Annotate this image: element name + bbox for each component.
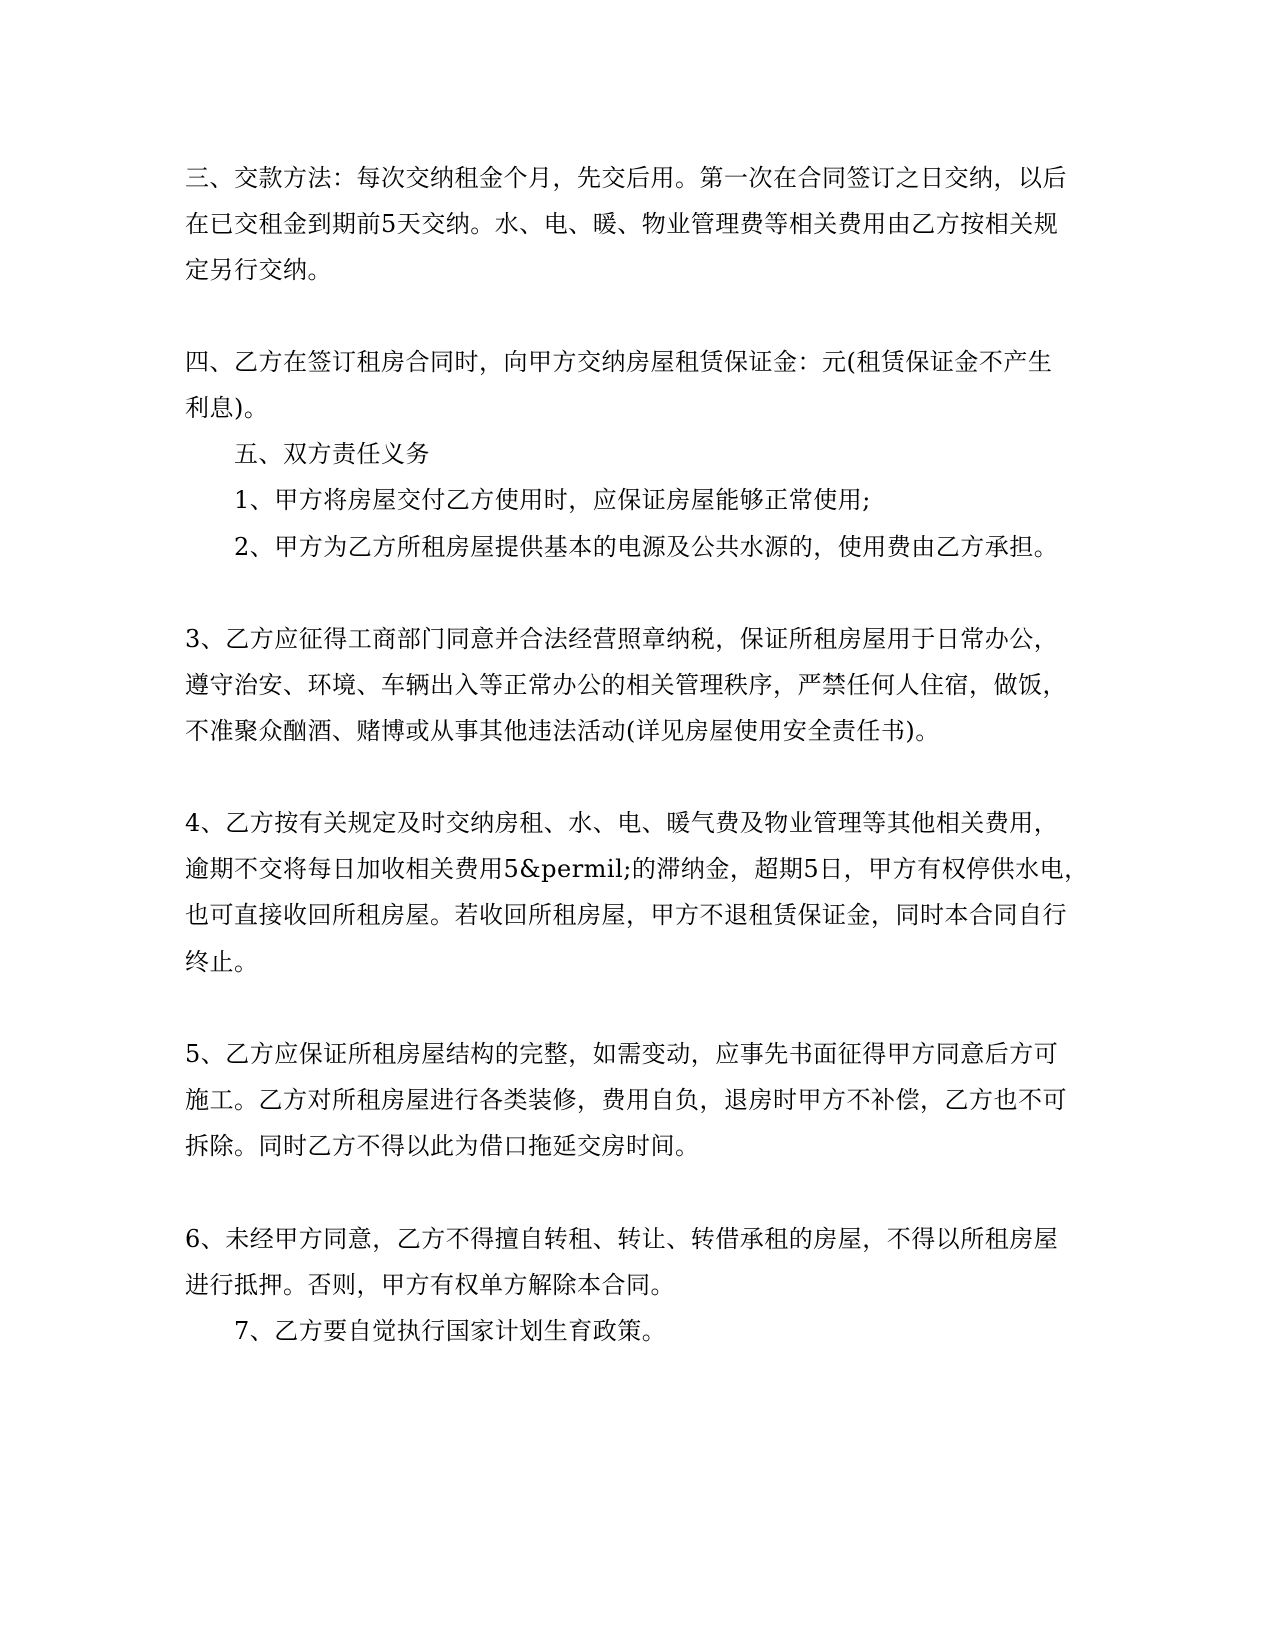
clause-4-line-2: 利息)。 [185, 394, 269, 422]
duty-4-line-2: 逾期不交将每日加收相关费用5&permil;的滞纳金，超期5日，甲方有权停供水电， [185, 855, 1089, 883]
duty-4-line-4: 终止。 [185, 948, 259, 976]
duty-3-line-3: 不准聚众酗酒、赌博或从事其他违法活动(详见房屋使用安全责任书)。 [185, 717, 940, 745]
duty-4-line-1: 4、乙方按有关规定及时交纳房租、水、电、暖气费及物业管理等其他相关费用， [185, 809, 1059, 837]
duty-1: 1、甲方将房屋交付乙方使用时，应保证房屋能够正常使用; [234, 486, 871, 514]
duty-3-line-1: 3、乙方应征得工商部门同意并合法经营照章纳税，保证所租房屋用于日常办公， [185, 625, 1059, 653]
duty-2: 2、甲方为乙方所租房屋提供基本的电源及公共水源的，使用费由乙方承担。 [234, 533, 1059, 561]
duty-7: 7、乙方要自觉执行国家计划生育政策。 [234, 1317, 667, 1345]
duty-3-line-2: 遵守治安、环境、车辆出入等正常办公的相关管理秩序，严禁任何人住宿，做饭， [185, 671, 1067, 699]
duty-5-line-3: 拆除。同时乙方不得以此为借口拖延交房时间。 [185, 1132, 700, 1160]
duty-5-line-2: 施工。乙方对所租房屋进行各类装修，费用自负，退房时甲方不补偿，乙方也不可 [185, 1086, 1067, 1114]
duty-5-line-1: 5、乙方应保证所租房屋结构的完整，如需变动，应事先书面征得甲方同意后方可 [185, 1040, 1059, 1068]
clause-5-heading: 五、双方责任义务 [234, 440, 430, 468]
clause-3-line-1: 三、交款方法：每次交纳租金个月，先交后用。第一次在合同签订之日交纳，以后 [185, 164, 1067, 192]
clause-3-line-2: 在已交租金到期前5天交纳。水、电、暖、物业管理费等相关费用由乙方按相关规 [185, 210, 1059, 238]
duty-6-line-2: 进行抵押。否则，甲方有权单方解除本合同。 [185, 1271, 675, 1299]
clause-3-line-3: 定另行交纳。 [185, 256, 332, 284]
duty-4-line-3: 也可直接收回所租房屋。若收回所租房屋，甲方不退租赁保证金，同时本合同自行 [185, 901, 1067, 929]
duty-6-line-1: 6、未经甲方同意，乙方不得擅自转租、转让、转借承租的房屋，不得以所租房屋 [185, 1225, 1059, 1253]
clause-4-line-1: 四、乙方在签订租房合同时，向甲方交纳房屋租赁保证金：元(租赁保证金不产生 [185, 348, 1053, 376]
